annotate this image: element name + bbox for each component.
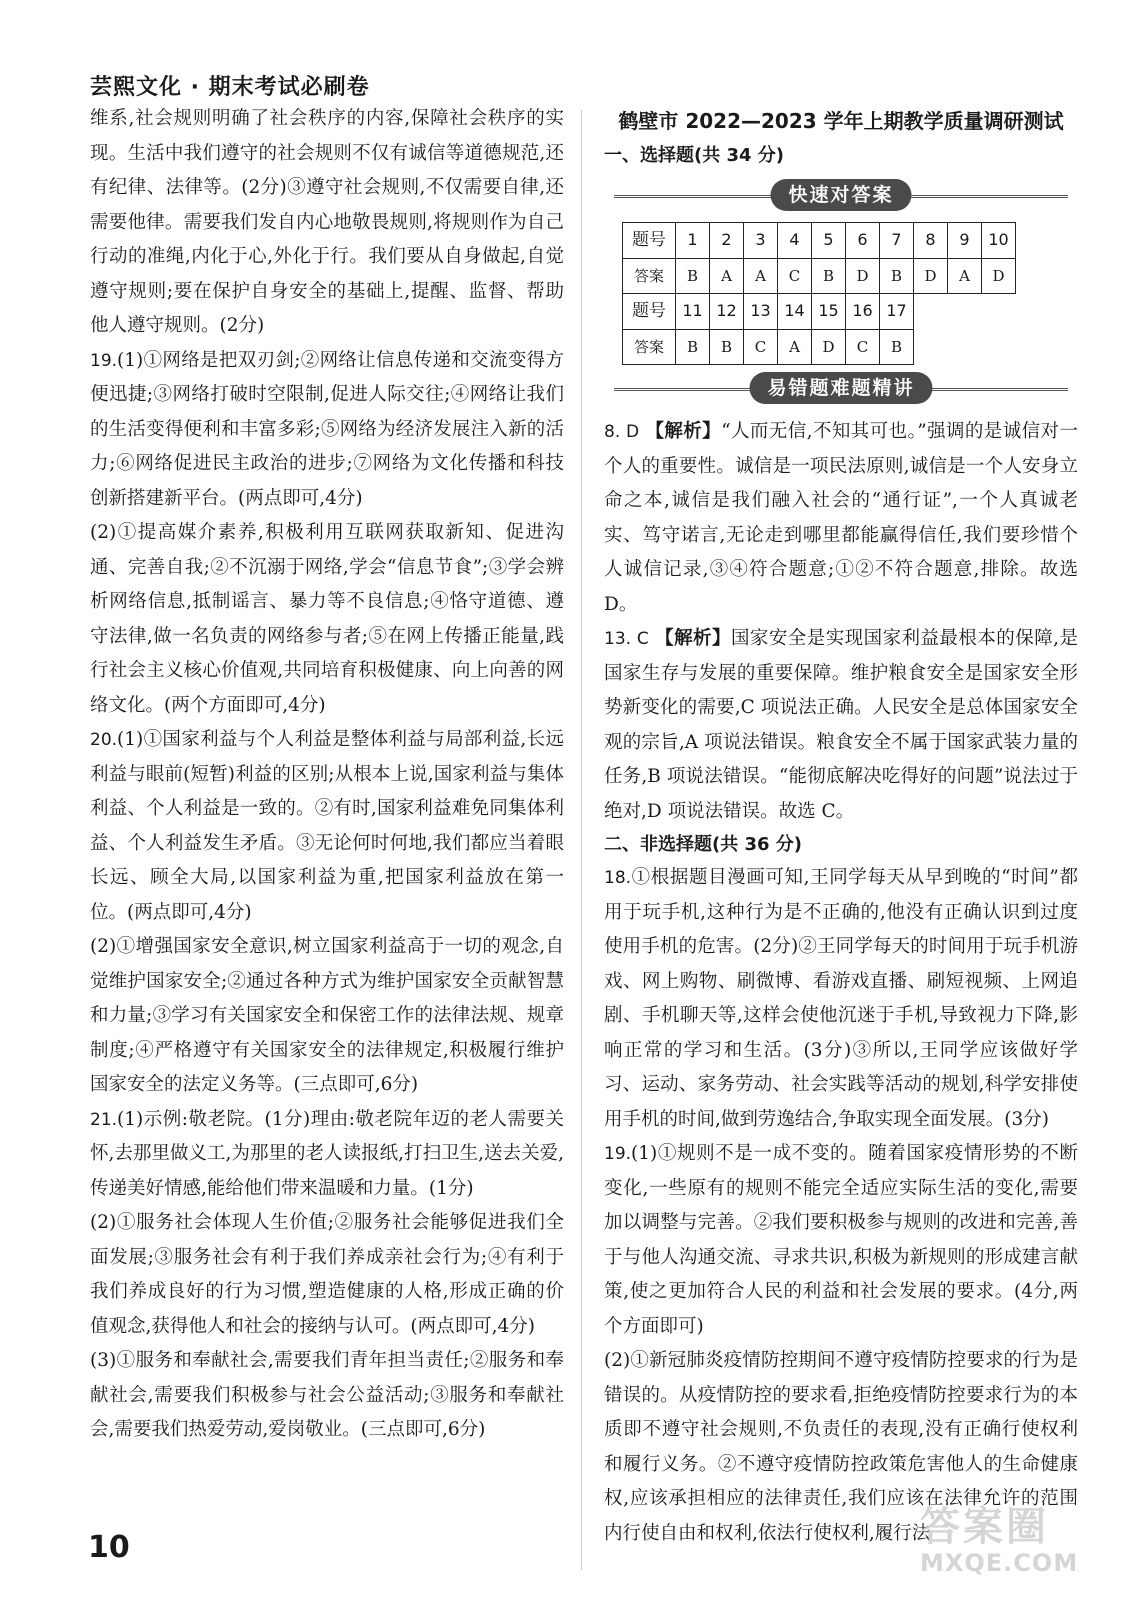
answer-paragraph <box>90 723 564 930</box>
paragraph-text: (2)①服务社会体现人生价值;②服务社会能够促进我们全面发展;③服务社会有利于我们养成亲社会行为;④有利于我们养成良好的行为习惯,塑造健康的人格,形成正确的价值观念,获得他人和社会的接纳与认可。(两点即可,4分) <box>90 1212 564 1337</box>
empty-cell <box>914 294 948 330</box>
question-number: 21. <box>90 1109 118 1130</box>
row-label: 题号 <box>623 294 676 330</box>
table-cell: 11 <box>676 294 710 330</box>
question-number: 18. <box>604 868 632 888</box>
paragraph-text: (1)①规则不是一成不变的。随着国家疫情形势的不断变化,一些原有的规则不能完全适应实际生活的变化,需要加以调整与完善。②我们要积极参与规则的改进和完善,善于与他人沟通交流、寻求共识,积极为新规则的形成建言献策,使之更加符合人民的利益和社会发展的要求。(4分,两个方面即可) <box>604 1143 1078 1337</box>
answer-paragraph <box>90 1344 564 1448</box>
paragraph-text: (1)①网络是把双刃剑;②网络让信息传递和交流变得方便迅捷;③网络打破时空限制,促进人际交往;④网络让我们的生活变得便利和丰富多彩;⑤网络为经济发展注入新的活力;⑥网络促进民主政治的进步;⑦网络为文化传播和科技创新搭建新平台。(两点即可,4分) <box>90 349 564 509</box>
row-label: 题号 <box>623 223 676 259</box>
table-cell: 14 <box>778 294 812 330</box>
table-cell: 6 <box>846 223 880 259</box>
table-cell: 16 <box>846 294 880 330</box>
answer-paragraph <box>90 930 564 1103</box>
table-cell: C <box>846 329 880 365</box>
table-cell: 2 <box>710 223 744 259</box>
table-cell: B <box>676 258 710 294</box>
answer-paragraph <box>90 102 564 344</box>
answer-row <box>623 258 1016 294</box>
table-cell: 15 <box>812 294 846 330</box>
table-cell: A <box>744 258 778 294</box>
answer-row <box>623 329 1016 365</box>
analysis-tag: 【解析】 <box>655 628 731 649</box>
table-cell: D <box>846 258 880 294</box>
table-cell: 9 <box>948 223 982 259</box>
table-cell: 5 <box>812 223 846 259</box>
site-watermark <box>920 1505 1090 1585</box>
section-title-choice: 一、选择题(共 34 分) <box>604 145 785 166</box>
row-label: 答案 <box>623 258 676 294</box>
question-number: 19. <box>604 1144 632 1164</box>
paragraph-text: (2)①增强国家安全意识,树立国家利益高于一切的观念,自觉维护国家安全;②通过各种方式为维护国家安全贡献智慧和力量;③学习有关国家安全和保密工作的法律法规、规章制度;④严格遵守有关国家安全的法律规定,积极履行维护国家安全的法定义务等。(三点即可,6分) <box>90 936 564 1095</box>
question-answer: 13. C <box>604 629 649 649</box>
analysis-tag: 【解析】 <box>645 421 722 442</box>
question-number-row <box>623 294 1016 330</box>
explanation-paragraph <box>604 622 1078 829</box>
answer-paragraph <box>604 1137 1078 1344</box>
table-cell: B <box>880 258 914 294</box>
paragraph-text: (1)示例:敬老院。(1分)理由:敬老院年迈的老人需要关怀,去那里做义工,为那里的老人读报纸,打扫卫生,送去关爱,传递美好情感,能给他们带来温暖和力量。(1分) <box>90 1108 564 1199</box>
watermark-logo-text: 答案圈 <box>920 1504 1049 1550</box>
table-cell: 3 <box>744 223 778 259</box>
table-cell: B <box>676 329 710 365</box>
exam-title: 鹤壁市 2022—2023 学年上期教学质量调研测试 <box>618 109 1064 133</box>
question-number-row <box>623 223 1016 259</box>
table-cell: 8 <box>914 223 948 259</box>
table-cell: 12 <box>710 294 744 330</box>
table-cell: B <box>710 329 744 365</box>
empty-cell <box>948 294 982 330</box>
table-cell: A <box>710 258 744 294</box>
book-header-title: 芸熙文化 · 期末考试必刷卷 <box>90 75 370 100</box>
table-cell: 7 <box>880 223 914 259</box>
table-cell: B <box>880 329 914 365</box>
page-number: 10 <box>88 1530 130 1565</box>
table-cell: 10 <box>982 223 1016 259</box>
table-cell: 17 <box>880 294 914 330</box>
empty-cell <box>914 329 948 365</box>
table-cell: 4 <box>778 223 812 259</box>
left-column <box>90 102 564 1448</box>
table-cell: B <box>812 258 846 294</box>
answer-paragraph <box>90 344 564 517</box>
answer-paragraph <box>90 1206 564 1344</box>
table-cell: C <box>744 329 778 365</box>
section-title-nonchoice: 二、非选择题(共 36 分) <box>604 834 803 855</box>
table-cell: D <box>982 258 1016 294</box>
paragraph-text: 维系,社会规则明确了社会秩序的内容,保障社会秩序的实现。生活中我们遵守的社会规则不仅有诚信等道德规范,还有纪律、法律等。(2分)③遵守社会规则,不仅需要自律,还需要他律。需要我们发自内心地敬畏规则,将规则作为自己行动的准绳,内化于心,外化于行。我们要从自身做起,自觉遵守规则;要在保护自身安全的基础上,提醒、监督、帮助他人遵守规则。(2分) <box>90 108 564 336</box>
explanation-paragraph <box>604 415 1078 622</box>
paragraph-text: (2)①提高媒介素养,积极利用互联网获取新知、促进沟通、完善自我;②不沉溺于网络,学会“信息节食”;③学会辨析网络信息,抵制谣言、暴力等不良信息;④恪守道德、遵守法律,做一名负责的网络参与者;⑤在网上传播正能量,践行社会主义核心价值观,共同培育积极健康、向上向善的网络文化。(两个方面即可,4分) <box>90 522 564 716</box>
answer-paragraph <box>604 861 1078 1137</box>
question-number: 20. <box>90 730 118 750</box>
paragraph-text: ①根据题目漫画可知,王同学每天从早到晚的“时间”都用于玩手机,这种行为是不正确的,他没有正确认识到过度使用手机的危害。(2分)②王同学每天的时间用于玩手机游戏、网上购物、刷微博、看游戏直播、刷短视频、上网追剧、手机聊天等,这样会使他沉迷于手机,导致视力下降,影响正常的学习和生活。(3分)③所以,王同学应该做好学习、运动、家务劳动、社会实践等活动的规划,科学安排使用手机的时间,做到劳逸结合,争取实现全面发展。(3分) <box>604 867 1078 1130</box>
column-divider <box>581 110 582 1570</box>
table-cell: C <box>778 258 812 294</box>
table-cell: D <box>812 329 846 365</box>
question-number: 19. <box>90 350 118 371</box>
paragraph-text: (2)①新冠肺炎疫情防控期间不遵守疫情防控要求的行为是错误的。从疫情防控的要求看,拒绝疫情防控要求行为的本质即不遵守社会规则,不负责任的表现,没有正确行使权利和履行义务。②不遵守疫情防控政策危害他人的生命健康权,应该承担相应的法律责任,我们应该在法律允许的范围内行使自由和权利,依法行使权利,履行法 <box>604 1350 1078 1544</box>
quick-answer-banner <box>604 176 1078 216</box>
table-cell: A <box>948 258 982 294</box>
banner-label: 快速对答案 <box>770 179 911 211</box>
table-cell: 1 <box>676 223 710 259</box>
difficult-questions-banner <box>604 369 1078 409</box>
answer-table <box>622 222 1016 365</box>
answer-paragraph <box>90 1103 564 1207</box>
paragraph-text: 国家安全是实现国家利益最根本的保障,是国家生存与发展的重要保障。维护粮食安全是国家安全形势新变化的需要,C 项说法正确。人民安全是总体国家安全观的宗旨,A 项说法错误。粮食安全不属于国家武装力量的任务,B 项说法错误。“能彻底解决吃得好的问题”说法过于绝对,D 项说法错误。故选 C。 <box>604 628 1078 822</box>
paragraph-text: “人而无信,不知其可也。”强调的是诚信对一个人的重要性。诚信是一项民法原则,诚信是一个人安身立命之本,诚信是我们融入社会的“通行证”,一个人真诚老实、笃守诺言,无论走到哪里都能赢得信任,我们要珍惜个人诚信记录,③④符合题意;①②不符合题意,排除。故选 D。 <box>604 421 1078 615</box>
question-answer: 8. D <box>604 422 640 442</box>
answer-paragraph <box>90 516 564 723</box>
table-cell: 13 <box>744 294 778 330</box>
row-label: 答案 <box>623 329 676 365</box>
empty-cell <box>982 294 1016 330</box>
paragraph-text: (3)①服务和奉献社会,需要我们青年担当责任;②服务和奉献社会,需要我们积极参与社会公益活动;③服务和奉献社会,需要我们热爱劳动,爱岗敬业。(三点即可,6分) <box>90 1350 564 1440</box>
empty-cell <box>982 329 1016 365</box>
paragraph-text: (1)①国家利益与个人利益是整体利益与局部利益,长远利益与眼前(短暂)利益的区别;从根本上说,国家利益与集体利益、个人利益是一致的。②有时,国家利益难免同集体利益、个人利益发生矛盾。③无论何时何地,我们都应当着眼长远、顾全大局,以国家利益为重,把国家利益放在第一位。(两点即可,4分) <box>90 729 564 923</box>
right-column <box>604 102 1078 1551</box>
table-cell: D <box>914 258 948 294</box>
table-cell: A <box>778 329 812 365</box>
banner-label: 易错题难题精讲 <box>749 372 932 404</box>
watermark-url-text: MXQE.COM <box>920 1549 1079 1577</box>
empty-cell <box>948 329 982 365</box>
